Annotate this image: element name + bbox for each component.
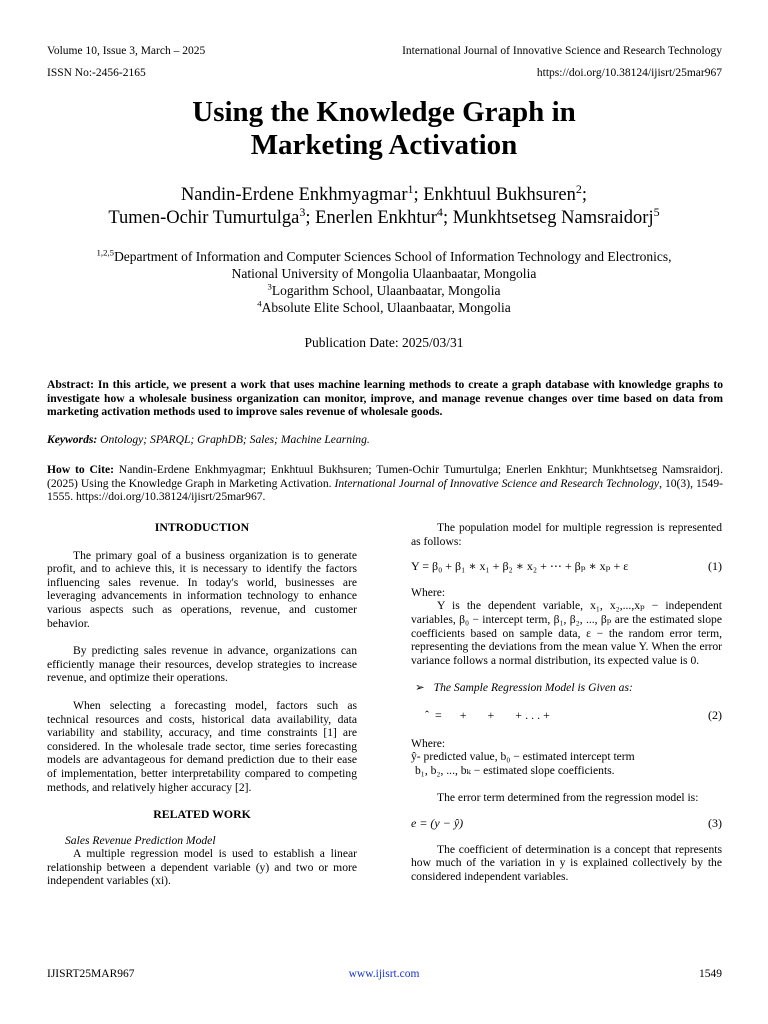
cite-text: Nandin-Erdene Enkhmyagmar; Enkhtuul Bukhsuren; Tumen-Ochir Tumurtulga; Enerlen Enkhtur; Munkhtsetseg Namsraidorj. (2025) Using the Knowledge Graph in Marketing Activation. xyxy=(47,463,724,490)
affiliation-line xyxy=(0,282,768,299)
intro-paragraph: When selecting a forecasting model, factors such as technical resources and costs, historical data availability, data variability and stability, accuracy, and time constraints [1] are considered. In the wholesale trade sector, time series forecasting models are advantageous for demand prediction due to their ease of implementation, better interpretability compared to competing methods, and relatively higher accuracy [2]. xyxy=(47,698,357,794)
equation-number: (3) xyxy=(708,815,722,830)
where-description: Y is the dependent variable, x₁, x₂,...,xₚ − independent variables, β₀ − intercept term, β₁, β₂, ..., βₚ are the estimated slope coefficients based on sample data, ε − the random error term, representing the deviations from the mean value Y. When the error variance follows a normal distribution, its expected value is 0. xyxy=(411,599,722,667)
affiliation-sup: 3 xyxy=(267,281,272,292)
keywords-label: Keywords: xyxy=(47,433,98,446)
body-paragraph: The population model for multiple regression is represented as follows: xyxy=(411,521,722,548)
author-sup: 3 xyxy=(299,204,306,219)
how-to-cite xyxy=(47,463,723,504)
affiliation-sup: 4 xyxy=(257,298,262,309)
affiliation-line xyxy=(0,299,768,316)
equation-text: e = (y − ŷ) xyxy=(411,815,464,830)
issn: ISSN No:-2456-2165 xyxy=(47,67,146,79)
cite-label: How to Cite: xyxy=(47,463,114,476)
where-label: Where: xyxy=(411,736,446,750)
author-sup: 1 xyxy=(407,181,414,196)
equation-text: Y = β₀ + β₁ ∗ x₁ + β₂ ∗ x₂ + ⋯ + βₚ ∗ xₚ + ε xyxy=(411,559,629,574)
author-sep: ; xyxy=(581,185,588,205)
cite-text-end: , 10(3), 1549-1555. https://doi.org/10.38124/ijisrt/25mar967. xyxy=(47,476,723,504)
affiliation-line: National University of Mongolia Ulaanbaatar, Mongolia xyxy=(231,266,537,281)
author-name: ; Enkhtuul Bukhsuren xyxy=(413,185,576,205)
equation-3 xyxy=(411,817,722,831)
subsection-heading: Sales Revenue Prediction Model xyxy=(65,833,216,847)
intro-paragraph: The primary goal of a business organization is to generate profit, and to achieve this, it is necessary to identify the factors influencing sales revenue. In today's world, businesses are leveraging advancements in information technology to enhance various aspects such as operations, revenue, and customer behavior. xyxy=(47,548,357,630)
left-column xyxy=(47,521,357,888)
where-label: Where: xyxy=(411,585,446,599)
bullet-text: The Sample Regression Model is Given as: xyxy=(433,681,633,695)
bullet-arrow-icon: ➢ xyxy=(415,681,425,695)
author-list xyxy=(0,181,768,230)
equation-text: ˆ = + + + . . . + xyxy=(425,707,550,722)
affiliation-line xyxy=(0,248,768,265)
equation-number: (1) xyxy=(708,559,722,574)
author-name: ; Enerlen Enkhtur xyxy=(305,208,437,228)
footer-website-link[interactable]: www.ijisrt.com xyxy=(348,968,420,980)
body-paragraph: The error term determined from the regression model is: xyxy=(437,791,699,805)
affiliation-text: Logarithm School, Ulaanbaatar, Mongolia xyxy=(271,283,501,298)
author-name: Nandin-Erdene Enkhmyagmar xyxy=(180,185,408,205)
author-name: Tumen-Ochir Tumurtulga xyxy=(108,208,300,228)
keywords-text: Ontology; SPARQL; GraphDB; Sales; Machine Learning. xyxy=(97,433,370,446)
publication-date: Publication Date: 2025/03/31 xyxy=(304,335,464,350)
journal-name: International Journal of Innovative Science and Research Technology xyxy=(402,45,722,57)
section-heading-introduction: INTRODUCTION xyxy=(154,520,250,534)
footer-article-id: IJISRT25MAR967 xyxy=(47,968,135,980)
author-line-1 xyxy=(0,181,768,207)
footer-page-number: 1549 xyxy=(699,968,722,980)
title-line-1: Using the Knowledge Graph in xyxy=(192,96,576,128)
body-paragraph: The coefficient of determination is a concept that represents how much of the variation in y is explained collectively by the considered independent variables. xyxy=(411,842,722,883)
author-name: ; Munkhtsetseg Namsraidorj xyxy=(442,208,654,228)
title-line-2: Marketing Activation xyxy=(250,129,518,161)
right-column xyxy=(411,521,722,883)
author-sup: 4 xyxy=(436,204,443,219)
section-heading-related-work: RELATED WORK xyxy=(153,807,251,822)
affiliation-text: Absolute Elite School, Ulaanbaatar, Mongolia xyxy=(261,300,511,315)
volume-info: Volume 10, Issue 3, March – 2025 xyxy=(47,45,206,57)
equation-2 xyxy=(411,709,722,723)
equation-1 xyxy=(411,560,722,574)
cite-journal: International Journal of Innovative Science and Research Technology xyxy=(334,476,660,490)
where-line: ŷ- predicted value, b₀ − estimated intercept term xyxy=(411,750,635,764)
affiliation-sup: 1,2,5 xyxy=(96,247,115,258)
author-sup: 5 xyxy=(653,204,660,219)
where-line: b₁, b₂, ..., bₖ − estimated slope coefficients. xyxy=(415,763,615,777)
equation-number: (2) xyxy=(708,707,722,722)
bullet-item xyxy=(411,681,722,695)
intro-paragraph: By predicting sales revenue in advance, organizations can efficiently manage their resources, develop strategies to increase revenue, and optimize their operations. xyxy=(47,644,357,685)
paper-title xyxy=(0,96,768,162)
related-paragraph: A multiple regression model is used to establish a linear relationship between a dependent variable (y) and two or more independent variables (xi). xyxy=(47,847,357,888)
affiliations xyxy=(0,248,768,316)
abstract-text: In this article, we present a work that uses machine learning methods to create a graph database with knowledge graphs to investigate how a wholesale business organization can monitor, improve, and manage revenue changes over time based on data from marketing activation methods used to improve sales revenue of wholesale goods. xyxy=(47,378,723,419)
keywords xyxy=(47,433,723,447)
abstract-label: Abstract: xyxy=(47,378,95,391)
affiliation-text: Department of Information and Computer Sciences School of Information Technology and Electronics, xyxy=(114,249,672,264)
author-line-2 xyxy=(0,204,768,230)
doi-link[interactable]: https://doi.org/10.38124/ijisrt/25mar967 xyxy=(536,67,722,79)
author-sup: 2 xyxy=(575,181,582,196)
abstract xyxy=(47,378,723,419)
